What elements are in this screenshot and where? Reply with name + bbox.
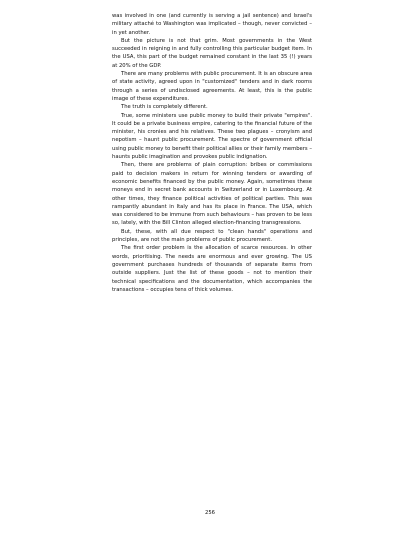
paragraph-2: But the picture is not that grim. Most governments in the West succeeded in reigning in and fully controlling this particular budget item. In the USA, this part of the budget remained constant in the last 35 (!) years at 20% of the GDP.: [112, 37, 312, 69]
document-body: [112, 12, 312, 294]
paragraph-3: There are many problems with public procurement. It is an obscure area of state activity, agreed upon in "customized" tenders and in dark rooms through a series of undisclosed agreements. At least, this is the public image of these expenditures.: [112, 71, 312, 102]
paragraph-1: was involved in one (and currently is serving a jail sentence) and Israel's military attaché to Washington was implicated – though, never convicted – in yet another.: [112, 13, 312, 36]
paragraph-6: Then, there are problems of plain corruption: bribes or commissions paid to decision makers in return for winning tenders or awarding of economic benefits financed by the public money. Again, sometimes these moneys end in secret bank accounts in Switzerland or in Luxembourg. At other times, they finance political activities of political parties. This was rampantly abundant in Italy and has its place in France. The USA, which was considered to be immune from such behaviours – has proven to be less so, lately, with the Bill Clinton alleged election-financing transgressions.: [112, 162, 312, 227]
page-number: 256: [204, 510, 216, 516]
paragraph-8: The first order problem is the allocation of scarce resources. In other words, prioritising. The needs are enormous and ever growing. The US government purchases hundreds of thousands of separate items from outside suppliers. Just the list of these goods – not to mention their technical specifications and the documentation, which accompanies the transactions – occupies tens of thick volumes.: [112, 245, 312, 293]
paragraph-4: The truth is completely different.: [121, 104, 208, 111]
paragraph-7: But, these, with all due respect to "clean hands" operations and principles, are not the main problems of public procurement.: [112, 228, 312, 244]
paragraph-5: True, some ministers use public money to build their private "empires". It could be a private business empire, catering to the financial future of the minister, his cronies and his relatives. These two plagues – cronyism and nepotism – haunt public procurement. The spectre of government official using public money to benefit their political allies or their family members – haunts public imagination and provokes public indignation.: [112, 112, 312, 161]
